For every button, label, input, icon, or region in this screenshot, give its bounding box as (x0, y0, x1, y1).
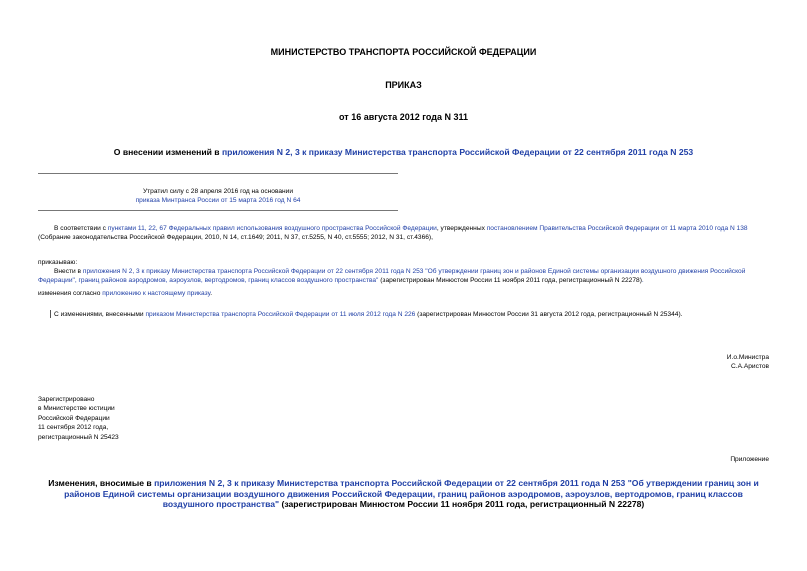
registration-block (38, 395, 119, 442)
registration-line: Российской Федерации (38, 414, 110, 422)
appendix-label: Приложение (730, 456, 769, 463)
order-title (0, 147, 807, 157)
preamble-link-rules[interactable]: пунктами 11, 22, 67 Федеральных правил использования воздушного пространства Российской Федерации (107, 225, 437, 232)
order-link-annex[interactable]: приложению к настоящему приказу (102, 290, 211, 297)
preamble-text-1: В соответствии с (54, 225, 108, 232)
preamble-text-3: (Собрание законодательства Российской Федерации, 2010, N 14, ст.1649; 2011, N 37, ст.5255, N 40, ст.5555; 2012, N 31, ст.4366), (38, 234, 433, 241)
registration-line: 11 сентября 2012 года, (38, 424, 109, 432)
ministry-heading: МИНИСТЕРСТВО ТРАНСПОРТА РОССИЙСКОЙ ФЕДЕРАЦИИ (270, 47, 537, 57)
amendment-note (50, 310, 770, 319)
note-marker (50, 310, 51, 318)
order-label: приказываю: (38, 259, 78, 266)
registration-line: Зарегистрировано (38, 396, 95, 403)
appendix-title-prefix: Изменения, вносимые в (48, 478, 155, 488)
status-link[interactable]: приказа Минтранса России от 15 марта 2016 год N 64 (135, 197, 301, 204)
signature-position: И.о.Министра (726, 354, 769, 361)
status-note (38, 187, 398, 205)
amendment-link[interactable]: приказом Министерства транспорта Российской Федерации от 11 июля 2012 года N 226 (145, 311, 416, 318)
signature-block (727, 353, 769, 371)
order-changes-line (38, 289, 768, 298)
document-type: ПРИКАЗ (385, 80, 422, 90)
preamble-paragraph (38, 224, 768, 242)
status-line: Утратил силу с 28 апреля 2016 год на основании (142, 188, 294, 195)
signature-name: С.А.Аристов (731, 363, 769, 370)
order-link-dot[interactable]: . (641, 277, 644, 284)
order-title-link[interactable]: приложения N 2, 3 к приказу Министерства транспорта Российской Федерации от 22 сентября 2011 года N 253 (221, 147, 694, 157)
appendix-title (38, 478, 769, 510)
divider-bottom (38, 210, 398, 211)
appendix-title-link[interactable]: приложения N 2, 3 к приказу Министерства транспорта Российской Федерации от 22 сентября 2011 года N 253 "Об утверждении границ зон и районов Единой системы организации воздушного движения Российской Федерации, границ районов аэродромов, аэроузлов, вертодромов, границ классов воздушного пространства" (64, 478, 759, 509)
order-paragraph (38, 267, 768, 285)
divider-top (38, 173, 398, 174)
order-title-prefix: О внесении изменений в (113, 147, 222, 157)
order-changes-end: . (210, 290, 213, 297)
registration-line: в Министерстве юстиции (38, 405, 115, 413)
order-text-1: Внести в (54, 268, 83, 275)
registration-line: регистрационный N 25423 (38, 433, 119, 441)
amendment-text-1: С изменениями, внесенными (54, 311, 146, 318)
order-text-2: (зарегистрирован Минюстом России 11 ноября 2011 года, регистрационный N 22278) (378, 277, 642, 284)
appendix-title-suffix: (зарегистрирован Минюстом России 11 ноября 2011 года, регистрационный N 22278) (279, 499, 645, 509)
preamble-link-decree[interactable]: постановлением Правительства Российской Федерации от 11 марта 2010 года N 138 (486, 225, 748, 232)
order-date-number: от 16 августа 2012 года N 311 (339, 112, 468, 122)
preamble-text-2: , утвержденных (436, 225, 487, 232)
amendment-text-2: (зарегистрирован Минюстом России 31 августа 2012 года, регистрационный N 25344). (415, 311, 683, 318)
order-changes-text: изменения согласно (38, 290, 103, 297)
order-link-appendices[interactable]: приложения N 2, 3 к приказу Министерства транспорта Российской Федерации от 22 сентября 2011 года N 253 "Об утверждении границ зон и районов Единой системы организации воздушного движения Российской Федерации", границ районов аэродромов, аэроузлов, вертодромов, границ классов воздушного пространства" (38, 268, 746, 284)
